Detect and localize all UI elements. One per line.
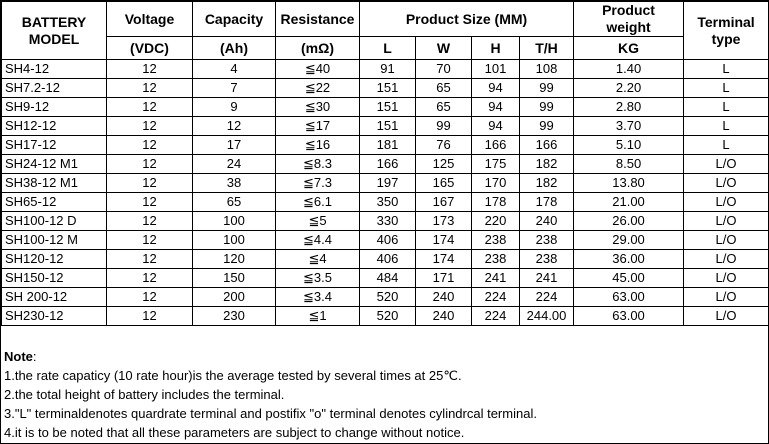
length-cell: 406 [360,250,416,269]
width-cell: 65 [416,98,472,117]
resistance-cell: ≦4.4 [276,231,360,250]
table-row [2,193,769,212]
model-cell: SH17-12 [2,136,107,155]
model-cell: SH230-12 [2,307,107,326]
width-cell: 76 [416,136,472,155]
table-row [2,307,769,326]
table-row [2,117,769,136]
table-row [2,269,769,288]
voltage-cell: 12 [107,60,193,79]
resistance-cell: ≦16 [276,136,360,155]
table-row [2,250,769,269]
terminal-cell: L/O [684,269,769,288]
capacity-cell: 12 [193,117,276,136]
width-cell: 174 [416,250,472,269]
width-cell: 125 [416,155,472,174]
height-cell: 94 [472,79,520,98]
header-capacity-unit: (Ah) [193,37,276,60]
total-height-cell: 238 [520,250,574,269]
header-weight-line2: weight [606,19,651,35]
total-height-cell: 166 [520,136,574,155]
weight-cell: 21.00 [574,193,684,212]
capacity-cell: 120 [193,250,276,269]
length-cell: 181 [360,136,416,155]
terminal-cell: L [684,136,769,155]
terminal-cell: L/O [684,288,769,307]
notes-title: Note [4,349,33,364]
terminal-cell: L/O [684,174,769,193]
height-cell: 101 [472,60,520,79]
resistance-cell: ≦3.4 [276,288,360,307]
resistance-cell: ≦7.3 [276,174,360,193]
capacity-cell: 7 [193,79,276,98]
width-cell: 165 [416,174,472,193]
voltage-cell: 12 [107,174,193,193]
capacity-cell: 100 [193,212,276,231]
width-cell: 240 [416,307,472,326]
length-cell: 406 [360,231,416,250]
header-weight-line1: Product [602,2,655,18]
resistance-cell: ≦40 [276,60,360,79]
weight-cell: 29.00 [574,231,684,250]
header-weight-unit: KG [574,37,684,60]
header-resistance: Resistance [276,2,360,37]
capacity-cell: 150 [193,269,276,288]
header-size-th: T/H [520,37,574,60]
battery-spec-table [1,1,769,326]
notes-title-suffix: : [32,349,37,364]
width-cell: 65 [416,79,472,98]
capacity-cell: 9 [193,98,276,117]
resistance-cell: ≦8.3 [276,155,360,174]
table-row [2,60,769,79]
terminal-cell: L/O [684,155,769,174]
header-terminal-line2: type [711,30,741,47]
width-cell: 240 [416,288,472,307]
weight-cell: 63.00 [574,307,684,326]
height-cell: 166 [472,136,520,155]
width-cell: 173 [416,212,472,231]
note-item: 3."L" terminaldenotes quardrate terminal and postifix "o" terminal denotes cylindrcal terminal. [4,406,537,421]
table-row [2,212,769,231]
weight-cell: 1.40 [574,60,684,79]
resistance-cell: ≦6.1 [276,193,360,212]
header-terminal [684,2,769,60]
total-height-cell: 224 [520,288,574,307]
terminal-cell: L [684,117,769,136]
voltage-cell: 12 [107,98,193,117]
height-cell: 178 [472,193,520,212]
resistance-cell: ≦1 [276,307,360,326]
weight-cell: 3.70 [574,117,684,136]
model-cell: SH4-12 [2,60,107,79]
weight-cell: 8.50 [574,155,684,174]
voltage-cell: 12 [107,155,193,174]
width-cell: 70 [416,60,472,79]
terminal-cell: L/O [684,250,769,269]
capacity-cell: 17 [193,136,276,155]
header-product-size: Product Size (MM) [360,2,574,37]
weight-cell: 2.20 [574,79,684,98]
model-cell: SH100-12 M [2,231,107,250]
table-row [2,231,769,250]
capacity-cell: 200 [193,288,276,307]
height-cell: 94 [472,98,520,117]
header-model-line1: BATTERY [21,13,87,30]
height-cell: 238 [472,250,520,269]
notes-section [4,347,764,442]
weight-cell: 63.00 [574,288,684,307]
weight-cell: 45.00 [574,269,684,288]
length-cell: 350 [360,193,416,212]
voltage-cell: 12 [107,136,193,155]
capacity-cell: 100 [193,231,276,250]
notes-heading [4,347,764,366]
model-cell: SH150-12 [2,269,107,288]
length-cell: 197 [360,174,416,193]
total-height-cell: 108 [520,60,574,79]
note-item: 2.the total height of battery includes the terminal. [4,387,285,402]
voltage-cell: 12 [107,307,193,326]
length-cell: 166 [360,155,416,174]
header-voltage-unit: (VDC) [107,37,193,60]
table-row [2,79,769,98]
table-row [2,155,769,174]
resistance-cell: ≦3.5 [276,269,360,288]
header-size-w: W [416,37,472,60]
model-cell: SH38-12 M1 [2,174,107,193]
total-height-cell: 99 [520,79,574,98]
terminal-cell: L/O [684,212,769,231]
capacity-cell: 4 [193,60,276,79]
header-model-line2: MODEL [28,30,80,47]
weight-cell: 2.80 [574,98,684,117]
weight-cell: 5.10 [574,136,684,155]
total-height-cell: 99 [520,98,574,117]
capacity-cell: 24 [193,155,276,174]
resistance-cell: ≦4 [276,250,360,269]
voltage-cell: 12 [107,193,193,212]
header-model [2,2,107,60]
total-height-cell: 240 [520,212,574,231]
terminal-cell: L [684,98,769,117]
total-height-cell: 182 [520,174,574,193]
resistance-cell: ≦17 [276,117,360,136]
header-capacity: Capacity [193,2,276,37]
height-cell: 241 [472,269,520,288]
height-cell: 220 [472,212,520,231]
height-cell: 94 [472,117,520,136]
table-row [2,288,769,307]
header-row-units [2,37,769,60]
weight-cell: 36.00 [574,250,684,269]
model-cell: SH7.2-12 [2,79,107,98]
header-resistance-unit: (mΩ) [276,37,360,60]
total-height-cell: 178 [520,193,574,212]
length-cell: 330 [360,212,416,231]
total-height-cell: 244.00 [520,307,574,326]
model-cell: SH100-12 D [2,212,107,231]
model-cell: SH12-12 [2,117,107,136]
note-item: 1.the rate capaticy (10 rate hour)is the average tested by several times at 25℃. [4,368,462,383]
resistance-cell: ≦5 [276,212,360,231]
voltage-cell: 12 [107,212,193,231]
height-cell: 170 [472,174,520,193]
model-cell: SH24-12 M1 [2,155,107,174]
weight-cell: 13.80 [574,174,684,193]
voltage-cell: 12 [107,117,193,136]
voltage-cell: 12 [107,79,193,98]
table-row [2,136,769,155]
table-body [2,2,769,326]
model-cell: SH 200-12 [2,288,107,307]
terminal-cell: L/O [684,193,769,212]
width-cell: 167 [416,193,472,212]
capacity-cell: 38 [193,174,276,193]
voltage-cell: 12 [107,288,193,307]
terminal-cell: L/O [684,231,769,250]
height-cell: 238 [472,231,520,250]
height-cell: 175 [472,155,520,174]
length-cell: 484 [360,269,416,288]
header-size-l: L [360,37,416,60]
header-weight [574,2,684,37]
capacity-cell: 230 [193,307,276,326]
terminal-cell: L/O [684,307,769,326]
resistance-cell: ≦30 [276,98,360,117]
model-cell: SH9-12 [2,98,107,117]
voltage-cell: 12 [107,269,193,288]
header-row-top [2,2,769,37]
header-size-h: H [472,37,520,60]
length-cell: 151 [360,79,416,98]
capacity-cell: 65 [193,193,276,212]
height-cell: 224 [472,288,520,307]
total-height-cell: 99 [520,117,574,136]
voltage-cell: 12 [107,250,193,269]
length-cell: 520 [360,307,416,326]
header-voltage: Voltage [107,2,193,37]
table-row [2,174,769,193]
voltage-cell: 12 [107,231,193,250]
note-item: 4.it is to be noted that all these parameters are subject to change without notice. [4,425,465,440]
width-cell: 171 [416,269,472,288]
weight-cell: 26.00 [574,212,684,231]
terminal-cell: L [684,79,769,98]
total-height-cell: 182 [520,155,574,174]
model-cell: SH120-12 [2,250,107,269]
model-cell: SH65-12 [2,193,107,212]
header-terminal-line1: Terminal [697,13,755,30]
length-cell: 151 [360,98,416,117]
resistance-cell: ≦22 [276,79,360,98]
height-cell: 224 [472,307,520,326]
width-cell: 99 [416,117,472,136]
length-cell: 91 [360,60,416,79]
width-cell: 174 [416,231,472,250]
total-height-cell: 241 [520,269,574,288]
length-cell: 151 [360,117,416,136]
table-row [2,98,769,117]
length-cell: 520 [360,288,416,307]
total-height-cell: 238 [520,231,574,250]
terminal-cell: L [684,60,769,79]
